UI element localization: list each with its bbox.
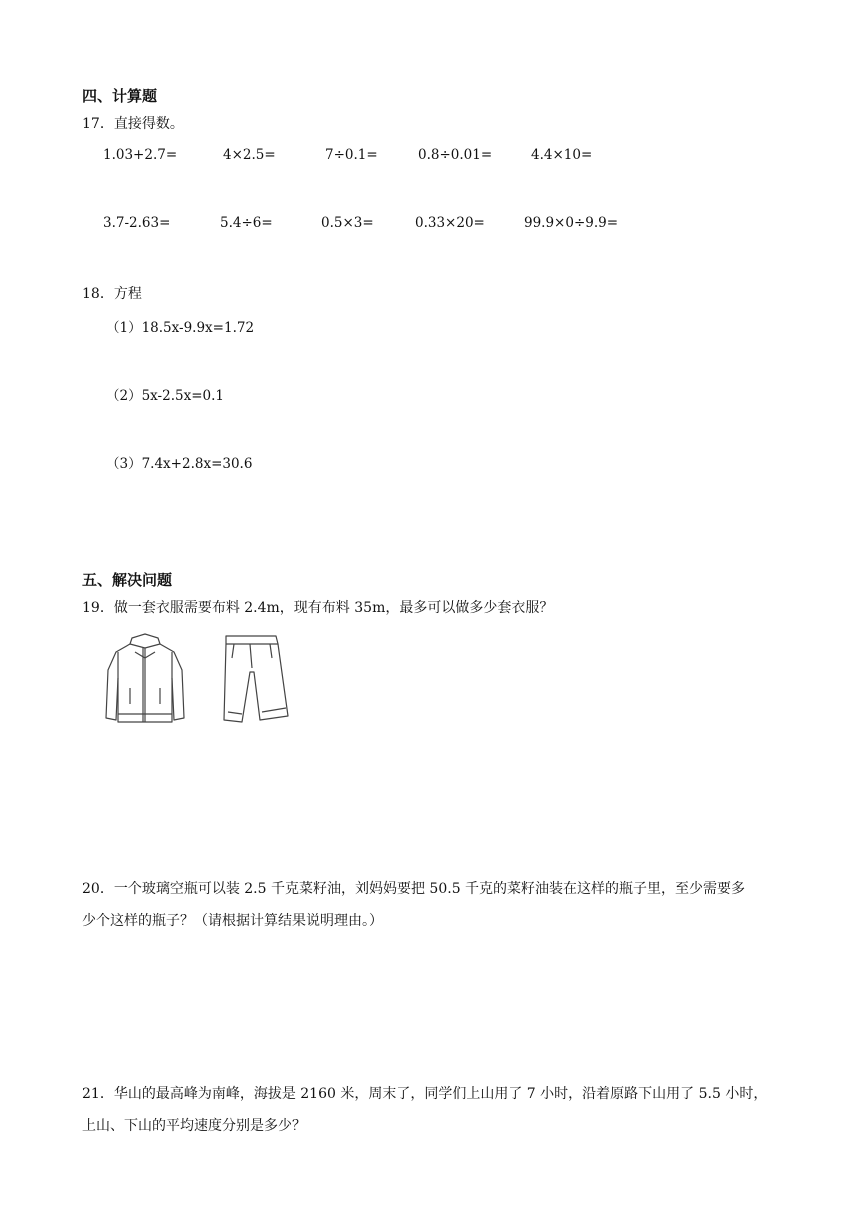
- equation-item: （3）7.4x+2.8x=30.6: [106, 456, 253, 472]
- section-heading-problems: 五、解决问题: [82, 571, 173, 589]
- section-heading-calculation: 四、计算题: [82, 87, 158, 105]
- calc-item: 7÷0.1=: [325, 147, 378, 163]
- calc-item: 0.8÷0.01=: [418, 147, 493, 163]
- jacket-icon: [102, 630, 188, 726]
- question-20-line2: 少个这样的瓶子？（请根据计算结果说明理由。）: [82, 913, 383, 929]
- question-20-line1: 20．一个玻璃空瓶可以装 2.5 千克菜籽油，刘妈妈要把 50.5 千克的菜籽油装在这样的瓶子里，至少需要多: [82, 881, 746, 897]
- question-18-label: 18．方程: [82, 286, 142, 302]
- question-21-line2: 上山、下山的平均速度分别是多少？: [82, 1118, 306, 1134]
- calc-item: 0.33×20=: [415, 215, 485, 231]
- calc-item: 4.4×10=: [531, 147, 593, 163]
- calc-item: 5.4÷6=: [220, 215, 273, 231]
- question-17-label: 17．直接得数。: [82, 116, 184, 132]
- question-19-text: 19．做一套衣服需要布料 2.4m，现有布料 35m，最多可以做多少套衣服？: [82, 600, 554, 616]
- equation-item: （2）5x-2.5x=0.1: [106, 388, 224, 404]
- calc-item: 99.9×0÷9.9=: [524, 215, 619, 231]
- equation-item: （1）18.5x-9.9x=1.72: [106, 320, 255, 336]
- question-21-line1: 21．华山的最高峰为南峰，海拔是 2160 米，周末了，同学们上山用了 7 小时，沿着原路下山用了 5.5 小时，: [82, 1086, 768, 1102]
- calc-item: 0.5×3=: [321, 215, 374, 231]
- pants-icon: [220, 632, 296, 724]
- calc-item: 4×2.5=: [223, 147, 276, 163]
- calc-item: 3.7-2.63=: [103, 215, 171, 231]
- calc-item: 1.03+2.7=: [103, 147, 178, 163]
